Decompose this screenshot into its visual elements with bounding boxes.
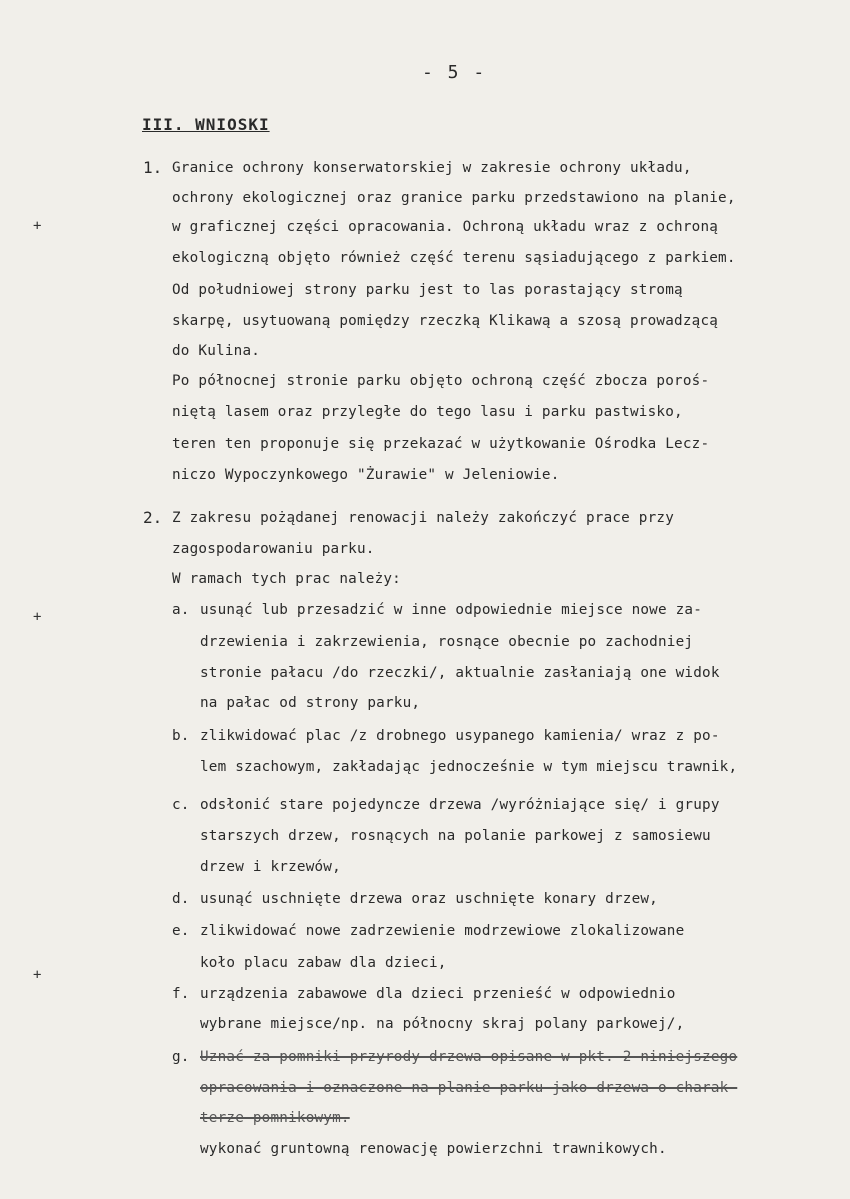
text-line: usunąć lub przesadzić w inne odpowiednie miejsce nowe za- (200, 602, 703, 618)
item-letter: f. (172, 986, 190, 1002)
text-line: Granice ochrony konserwatorskiej w zakresie ochrony układu, (172, 160, 692, 176)
item-letter: g. (172, 1049, 190, 1065)
text-line: wybrane miejsce/np. na północny skraj polany parkowej/, (200, 1016, 685, 1032)
item-letter: e. (172, 923, 190, 939)
item-letter: a. (172, 602, 190, 618)
text-line: Z zakresu pożądanej renowacji należy zakończyć prace przy (172, 510, 675, 526)
page-number: - 5 - (422, 62, 487, 83)
struck-text-line: terze pomnikowym. (200, 1110, 350, 1126)
section-number: 2. (143, 508, 163, 527)
text-line: urządzenia zabawowe dla dzieci przenieść w odpowiednio (200, 986, 676, 1002)
text-line: W ramach tych prac należy: (172, 571, 401, 587)
text-line: niętą lasem oraz przyległe do tego lasu i parku pastwisko, (172, 404, 683, 420)
margin-mark: + (33, 967, 42, 983)
item-letter: d. (172, 891, 190, 907)
text-line: koło placu zabaw dla dzieci, (200, 955, 447, 971)
text-line: drzew i krzewów, (200, 859, 341, 875)
text-line: lem szachowym, zakładając jednocześnie w tym miejscu trawnik, (200, 759, 738, 775)
section-heading: III. WNIOSKI (142, 115, 270, 134)
text-line: starszych drzew, rosnących na polanie parkowej z samosiewu (200, 828, 711, 844)
item-letter: b. (172, 728, 190, 744)
text-line: skarpę, usytuowaną pomiędzy rzeczką Klikawą a szosą prowadzącą (172, 313, 719, 329)
text-line: Po północnej stronie parku objęto ochroną część zbocza poroś- (172, 373, 710, 389)
section-number: 1. (143, 158, 163, 177)
text-line: odsłonić stare pojedyncze drzewa /wyróżniające się/ i grupy (200, 797, 720, 813)
margin-mark: + (33, 609, 42, 625)
text-line: wykonać gruntowną renowację powierzchni trawnikowych. (200, 1141, 667, 1157)
text-line: ochrony ekologicznej oraz granice parku przedstawiono na planie, (172, 190, 736, 206)
text-line: drzewienia i zakrzewienia, rosnące obecnie po zachodniej (200, 634, 694, 650)
text-line: ekologiczną objęto również część terenu sąsiadującego z parkiem. (172, 250, 736, 266)
text-line: usunąć uschnięte drzewa oraz uschnięte konary drzew, (200, 891, 658, 907)
struck-text-line: Uznać za pomniki przyrody drzewa opisane w pkt. 2 niniejszego (200, 1049, 738, 1065)
text-line: zlikwidować nowe zadrzewienie modrzewiowe zlokalizowane (200, 923, 685, 939)
text-line: stronie pałacu /do rzeczki/, aktualnie zasłaniają one widok (200, 665, 720, 681)
text-line: teren ten proponuje się przekazać w użytkowanie Ośrodka Lecz- (172, 436, 710, 452)
text-line: zlikwidować plac /z drobnego usypanego kamienia/ wraz z po- (200, 728, 720, 744)
struck-text-line: opracowania i oznaczone na planie parku jako drzewa o charak- (200, 1080, 738, 1096)
text-line: na pałac od strony parku, (200, 695, 421, 711)
text-line: w graficznej części opracowania. Ochroną układu wraz z ochroną (172, 219, 719, 235)
text-line: zagospodarowaniu parku. (172, 541, 375, 557)
margin-mark: + (33, 218, 42, 234)
text-line: do Kulina. (172, 343, 261, 359)
text-line: niczo Wypoczynkowego "Żurawie" w Jeleniowie. (172, 467, 560, 483)
text-line: Od południowej strony parku jest to las porastający stromą (172, 282, 683, 298)
item-letter: c. (172, 797, 190, 813)
